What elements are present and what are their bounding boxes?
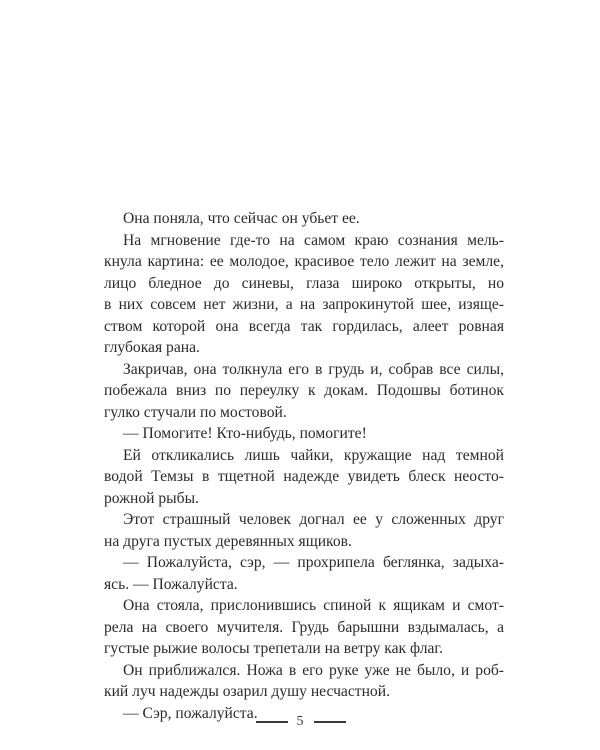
text-line: рожной рыбы. (104, 489, 199, 507)
text-line: водой Темзы в тщетной надежде увидеть блеск неосто- (104, 468, 504, 485)
body-text (104, 208, 504, 724)
text-line: лицо бледное до синевы, глаза широко открыты, но (104, 274, 504, 292)
text-line: на друга пустых деревянных ящиков. (104, 532, 352, 550)
text-line: кнула картина: ее молодое, красивое тело лежит на земле, (104, 253, 504, 270)
text-line: Закричав, она толкнула его в грудь и, собрав все силы, (123, 360, 504, 378)
text-line: — Помогите! Кто-нибудь, помогите! (123, 425, 367, 442)
text-line: ясь. — Пожалуйста. (104, 575, 238, 593)
text-line: Он приближался. Ножа в его руке уже не было, и роб- (123, 661, 504, 679)
text-line: рела на своего мучителя. Грудь барышни вздымалась, а (104, 618, 504, 636)
text-line: густые рыжие волосы трепетали на ветру как флаг. (104, 640, 443, 657)
text-line: Этот страшный человек догнал ее у сложенных друг (123, 511, 504, 528)
text-line: гулко стучали по мостовой. (104, 403, 287, 421)
text-line: глубокая рана. (104, 339, 200, 356)
text-line: кий луч надежды озарил душу несчастной. (104, 683, 390, 700)
text-line: Она стояла, прислонившись спиной к ящикам и смот- (123, 597, 504, 614)
text-line: — Сэр, пожалуйста. (123, 704, 258, 722)
text-line: Ей откликались лишь чайки, кружащие над темной (123, 446, 504, 464)
text-line: На мгновение где-то на самом краю сознания мель- (123, 231, 504, 249)
text-line: в них совсем нет жизни, а на запрокинутой шее, изяще- (104, 296, 504, 313)
footer-rule-right (314, 721, 346, 723)
text-line: Она поняла, что сейчас он убьет ее. (123, 210, 360, 227)
page-number: 5 (296, 714, 304, 729)
page-footer (0, 712, 600, 732)
text-line: — Пожалуйста, сэр, — прохрипела беглянка, задыха- (123, 554, 504, 571)
text-line: ством которой она всегда так гордилась, алеет ровная (104, 317, 504, 335)
footer-rule-left (256, 721, 288, 723)
text-line: побежала вниз по переулку к докам. Подошвы ботинок (104, 382, 504, 399)
